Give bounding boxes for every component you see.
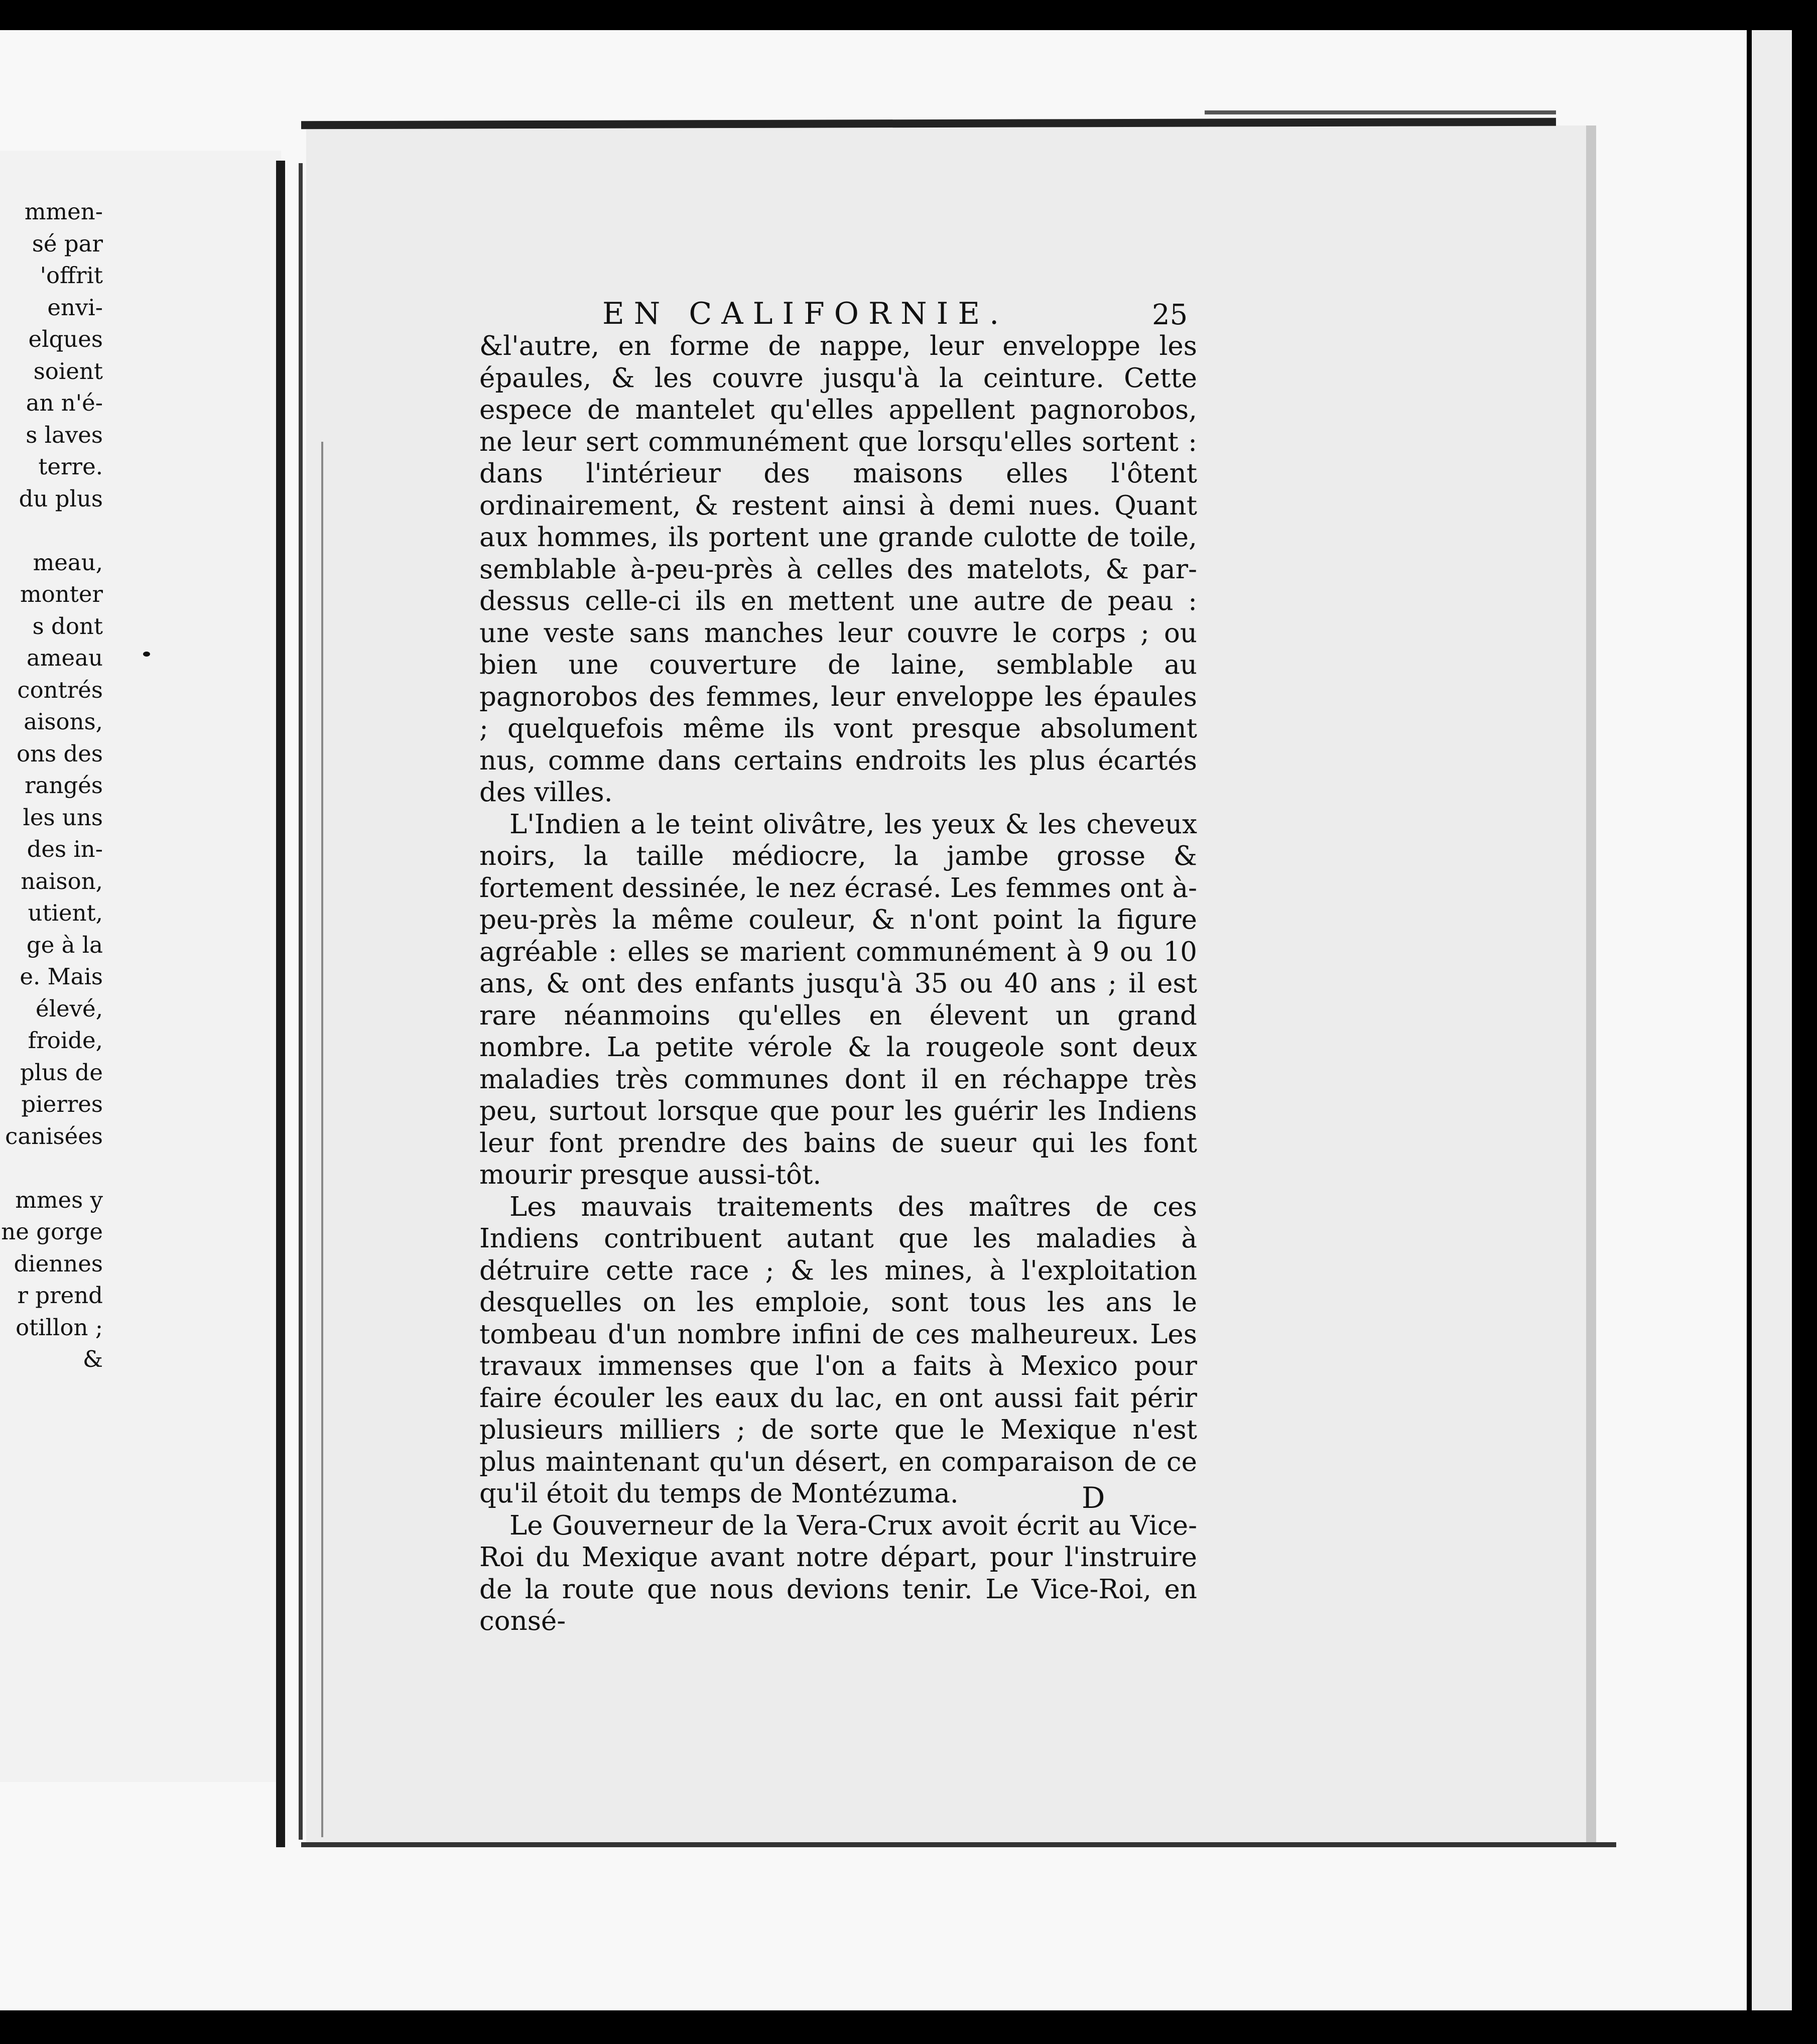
left-page-line: les uns	[23, 804, 103, 831]
page-edge	[1752, 30, 1792, 2010]
page-bottom-edge	[301, 1842, 1616, 1847]
left-page-line: aisons,	[24, 708, 103, 735]
left-page-line: e. Mais	[20, 963, 103, 990]
left-page-line: r prend	[17, 1282, 103, 1309]
left-page-line: froide,	[28, 1027, 103, 1054]
left-page-line: s laves	[26, 421, 103, 448]
left-page-line: utient,	[28, 900, 103, 926]
left-page-line: envi-	[47, 294, 103, 321]
page-number: 25	[1152, 299, 1188, 331]
paragraph: &l'autre, en forme de nappe, leur enveloppe les épaules, & les couvre jusqu'à la ceinture. Cette espece de mantelet qu'elles appellent pagnorobos, ne leur sert communément que lorsqu'elles sortent : dans l'intérieur des maisons elles l'ôtent ordinairement, & restent ainsi à demi nues. Quant aux hommes, ils portent une grande culotte de toile, semblable à-peu-près à celles des matelots, & par-dessus celle-ci ils en mettent une autre de peau : une veste sans manches leur couvre le corps ; ou bien une couverture de laine, semblable au pagnorobos des femmes, leur enveloppe les épaules ; quelquefois même ils vont presque absolument nus, comme dans certains endroits les plus écartés des villes.	[479, 331, 1197, 808]
gutter-shadow	[276, 161, 285, 1847]
gutter-fold	[299, 163, 303, 1840]
left-page-line: contrés	[17, 676, 103, 703]
left-page-line: ne gorge	[1, 1218, 103, 1245]
body-text	[479, 330, 1197, 1637]
left-page-line: diennes	[14, 1250, 103, 1277]
left-page-line: naison,	[21, 867, 103, 895]
left-page-text	[0, 196, 103, 1375]
paper-crease	[321, 442, 323, 1837]
left-page-line: du plus	[19, 485, 103, 512]
left-page-line: plus de	[20, 1059, 103, 1086]
left-page-line: sé par	[32, 230, 103, 257]
paragraph: Le Gouverneur de la Vera-Crux avoit écrit au Vice-Roi du Mexique avant notre départ, pour l'instruire de la route que nous devions tenir. Le Vice-Roi, en consé-	[479, 1510, 1197, 1636]
left-page-line: meau,	[33, 549, 103, 576]
left-page-line: canisées	[5, 1122, 103, 1149]
left-page-line: ons des	[16, 740, 103, 767]
left-page-line: &	[82, 1346, 103, 1372]
left-page-line: s dont	[32, 612, 103, 640]
left-page-line: mmen-	[24, 198, 103, 225]
ink-spot	[143, 652, 150, 657]
left-page-line: rangés	[25, 772, 103, 799]
left-page-line	[0, 515, 103, 547]
page-top-edge-stack	[1205, 110, 1556, 114]
left-page-line: elques	[28, 326, 103, 352]
left-page-line: mmes y	[15, 1186, 103, 1213]
paragraph: Les mauvais traitements des maîtres de ces Indiens contribuent autant que les maladies à détruire cette race ; & les mines, à l'exploitation desquelles on les emploie, sont tous les ans le tombeau d'un nombre infini de ces malheureux. Les travaux immenses que l'on a faits à Mexico pour faire écouler les eaux du lac, en ont aussi fait périr plusieurs milliers ; de sorte que le Mexique n'est plus maintenant qu'un désert, en comparaison de ce qu'il étoit du temps de Montézuma.	[479, 1191, 1197, 1509]
left-page-line	[0, 1152, 103, 1184]
left-page-line: des in-	[27, 836, 103, 862]
left-page-line: ge à la	[26, 931, 103, 958]
paragraph: L'Indien a le teint olivâtre, les yeux & les cheveux noirs, la taille médiocre, la jambe grosse & fortement dessinée, le nez écrasé. Les femmes ont à-peu-près la même couleur, & n'ont point la figure agréable : elles se marient communément à 9 ou 10 ans, & ont des enfants jusqu'à 35 ou 40 ans ; il est rare néanmoins qu'elles en élevent un grand nombre. La petite vérole & la rougeole sont deux maladies très communes dont il en réchappe très peu, surtout lorsque que pour les guérir les Indiens leur font prendre des bains de sueur qui les font mourir presque aussi-tôt.	[479, 809, 1197, 1190]
left-page-line: terre.	[38, 453, 103, 480]
left-page-line: 'offrit	[40, 262, 103, 289]
signature-mark: D	[1082, 1481, 1105, 1515]
left-page-line: an n'é-	[26, 390, 103, 416]
left-page-line: élevé,	[35, 995, 103, 1022]
running-title: EN CALIFORNIE.	[602, 296, 1009, 331]
left-page-line: otillon ;	[16, 1314, 103, 1341]
right-page-edge	[1586, 125, 1596, 1847]
left-page-line: pierres	[21, 1091, 103, 1117]
left-page-line: monter	[20, 581, 103, 607]
left-page-line: soient	[33, 357, 103, 385]
left-page-line: ameau	[27, 645, 103, 671]
